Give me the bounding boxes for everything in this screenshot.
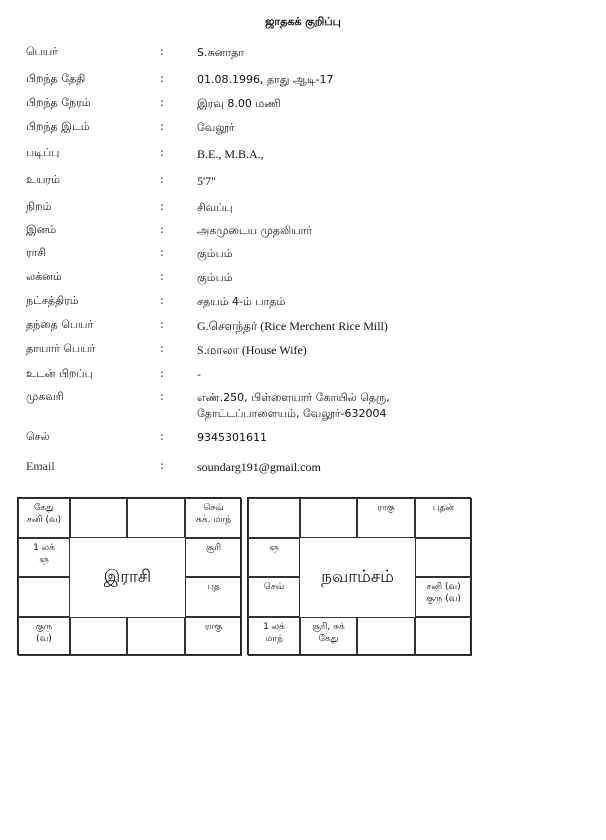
detail-label: பிறந்த நேரம் bbox=[26, 96, 91, 109]
detail-row bbox=[0, 318, 606, 338]
chart-cell-top-3 bbox=[127, 498, 185, 538]
detail-value: S.சுனாதா bbox=[197, 46, 244, 59]
detail-colon: : bbox=[160, 459, 164, 472]
detail-row bbox=[0, 246, 606, 266]
detail-row bbox=[0, 146, 606, 166]
detail-label: படிப்பு bbox=[26, 146, 60, 159]
detail-colon: : bbox=[160, 294, 164, 307]
chart-cell-top-3: ராகு bbox=[357, 498, 415, 538]
detail-colon: : bbox=[160, 120, 164, 133]
chart-cell-left-2 bbox=[18, 577, 70, 617]
chart-cell-bottom-4: ராகு bbox=[185, 617, 242, 656]
chart-cell-top-2 bbox=[70, 498, 127, 538]
detail-label: உயரம் bbox=[26, 173, 60, 186]
detail-row bbox=[0, 120, 606, 140]
detail-label: பிறந்த தேதி bbox=[26, 72, 86, 85]
detail-label: நட்சத்திரம் bbox=[26, 294, 79, 307]
detail-row bbox=[0, 270, 606, 290]
chart-cell-bottom-3 bbox=[127, 617, 185, 656]
detail-row bbox=[0, 223, 606, 243]
detail-colon: : bbox=[160, 223, 164, 236]
chart-cell-bottom-2 bbox=[70, 617, 127, 656]
chart-cell-left-2: செவ் bbox=[248, 577, 300, 617]
navamsa-chart bbox=[247, 497, 471, 655]
detail-value: கும்பம் bbox=[197, 271, 233, 284]
detail-row bbox=[0, 96, 606, 116]
chart-cell-bottom-1: குரு (வ) bbox=[18, 617, 70, 656]
chart-cell-left-1: ஞ bbox=[248, 538, 300, 577]
detail-value: S.மாலா (House Wife) bbox=[197, 343, 307, 357]
detail-row bbox=[0, 173, 606, 193]
detail-label: பெயர் bbox=[26, 45, 58, 58]
chart-cell-right-1 bbox=[415, 538, 472, 577]
detail-value: 5'7" bbox=[197, 174, 217, 188]
chart-center-label: நவாம்சம் bbox=[321, 566, 394, 587]
chart-cell-bottom-3 bbox=[357, 617, 415, 656]
detail-label: Email bbox=[26, 459, 55, 473]
detail-row bbox=[0, 367, 606, 387]
detail-colon: : bbox=[160, 270, 164, 283]
chart-cell-left-1: 1 லக் ஞ bbox=[18, 538, 70, 577]
detail-value: சிவப்பு bbox=[197, 201, 233, 214]
detail-label: பிறந்த இடம் bbox=[26, 120, 90, 133]
detail-row bbox=[0, 342, 606, 362]
detail-row bbox=[0, 430, 606, 450]
detail-colon: : bbox=[160, 430, 164, 443]
detail-row bbox=[0, 45, 606, 65]
chart-cell-top-4: புதன் bbox=[415, 498, 472, 538]
detail-label: செல் bbox=[26, 430, 50, 443]
detail-value: 9345301611 bbox=[197, 431, 267, 444]
detail-value: எண்.250, பிள்ளையார் கோயில் தெரு, தோட்டப்பாளையம், வேலூர்-632004 bbox=[197, 391, 390, 420]
detail-row bbox=[0, 390, 606, 420]
detail-value: 01.08.1996, தாது ஆடி-17 bbox=[197, 73, 334, 86]
detail-value: soundarg191@gmail.com bbox=[197, 460, 321, 474]
detail-row bbox=[0, 72, 606, 92]
detail-colon: : bbox=[160, 146, 164, 159]
detail-label: தாயார் பெயர் bbox=[26, 342, 96, 355]
detail-colon: : bbox=[160, 367, 164, 380]
detail-colon: : bbox=[160, 200, 164, 213]
detail-value: அகமுடைய முதலியார் bbox=[197, 224, 313, 237]
detail-label: உடன் பிறப்பு bbox=[26, 367, 93, 380]
detail-value: வேலூர் bbox=[197, 121, 235, 134]
detail-row bbox=[0, 294, 606, 314]
chart-cell-top-2 bbox=[300, 498, 357, 538]
document-title: ஜாதகக் குறிப்பு bbox=[265, 15, 341, 28]
detail-colon: : bbox=[160, 390, 164, 403]
chart-cell-right-1: சூரி bbox=[185, 538, 242, 577]
rasi-chart bbox=[17, 497, 241, 655]
detail-value: - bbox=[197, 368, 201, 381]
detail-label: நிறம் bbox=[26, 200, 52, 213]
chart-cell-right-2: சனி (வ) குரு (வ) bbox=[415, 577, 472, 617]
detail-label: லக்னம் bbox=[26, 270, 62, 283]
detail-row bbox=[0, 459, 606, 479]
chart-center-label: இராசி bbox=[103, 566, 152, 587]
chart-cell-top-1: கேது சனி (வ) bbox=[18, 498, 70, 538]
detail-value: கும்பம் bbox=[197, 247, 233, 260]
chart-cell-bottom-1: 1 லக் மாந் bbox=[248, 617, 300, 656]
chart-cell-bottom-2: சூரி, சுக் கேது bbox=[300, 617, 357, 656]
detail-value: B.E., M.B.A., bbox=[197, 147, 264, 161]
detail-label: இனம் bbox=[26, 223, 57, 236]
detail-colon: : bbox=[160, 96, 164, 109]
detail-value: G.சௌந்தர் (Rice Merchent Rice Mill) bbox=[197, 319, 388, 333]
detail-colon: : bbox=[160, 246, 164, 259]
detail-colon: : bbox=[160, 173, 164, 186]
detail-value: சதயம் 4-ம் பாதம் bbox=[197, 295, 286, 308]
chart-cell-top-4: செவ் சுக். மாந் bbox=[185, 498, 242, 538]
detail-colon: : bbox=[160, 318, 164, 331]
detail-colon: : bbox=[160, 45, 164, 58]
detail-row bbox=[0, 200, 606, 220]
detail-colon: : bbox=[160, 342, 164, 355]
chart-cell-bottom-4 bbox=[415, 617, 472, 656]
chart-cell-top-1 bbox=[248, 498, 300, 538]
detail-label: தந்தை பெயர் bbox=[26, 318, 94, 331]
detail-label: ராசி bbox=[26, 246, 47, 259]
detail-label: முகவரி bbox=[26, 390, 64, 403]
detail-value: இரவு 8.00 மணி bbox=[197, 97, 281, 110]
detail-colon: : bbox=[160, 72, 164, 85]
chart-cell-right-2: புத bbox=[185, 577, 242, 617]
